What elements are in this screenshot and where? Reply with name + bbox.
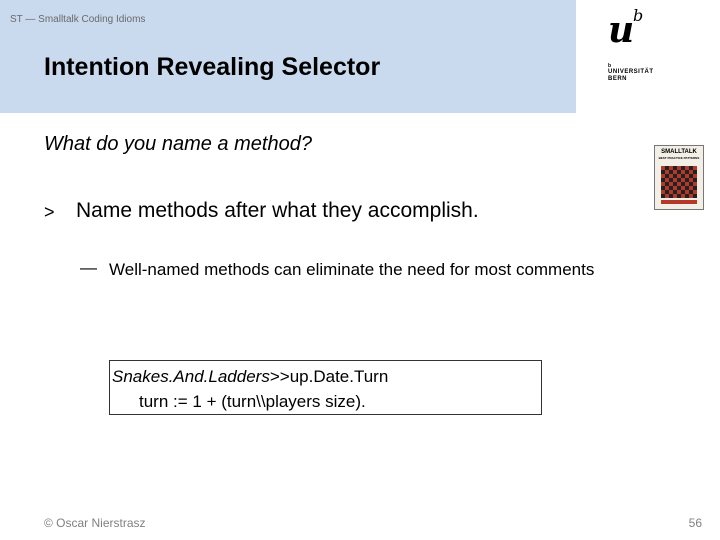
book-cover-band xyxy=(661,200,697,204)
logo-u: u xyxy=(608,9,635,51)
book-title: SMALLTALK xyxy=(661,149,697,155)
book-subtitle: BEST PRACTICE PATTERNS xyxy=(658,156,700,160)
code-class-name: Snakes.And.Ladders xyxy=(112,367,270,386)
university-logo xyxy=(606,8,686,98)
footer-page-number: 56 xyxy=(688,516,702,530)
code-selector: >>up.Date.Turn xyxy=(269,367,389,386)
question-heading: What do you name a method? xyxy=(44,133,312,155)
slide-title: Intention Revealing Selector xyxy=(44,53,381,81)
logo-line-universitat: UNIVERSITÄT xyxy=(608,69,654,75)
code-example-box xyxy=(109,360,542,415)
logo-text xyxy=(608,63,678,83)
course-title: ST — Smalltalk Coding Idioms xyxy=(10,14,146,25)
book-cover-pattern xyxy=(661,166,697,198)
sub-bullet-text: Well-named methods can eliminate the need for most comments xyxy=(109,260,595,279)
logo-superscript: b xyxy=(608,63,612,69)
footer-copyright: © Oscar Nierstrasz xyxy=(44,516,146,530)
logo-line-bern: BERN xyxy=(608,76,628,82)
bullet-text: Name methods after what they accomplish. xyxy=(76,199,479,222)
code-line-1 xyxy=(112,367,388,387)
code-line-2: turn := 1 + (turn\\players size). xyxy=(139,392,366,411)
sub-bullet-marker: — xyxy=(80,258,97,277)
bullet-marker: > xyxy=(44,202,55,222)
logo-b: b xyxy=(633,6,644,25)
ub-logo-mark xyxy=(606,8,666,58)
book-cover-image xyxy=(654,145,704,210)
